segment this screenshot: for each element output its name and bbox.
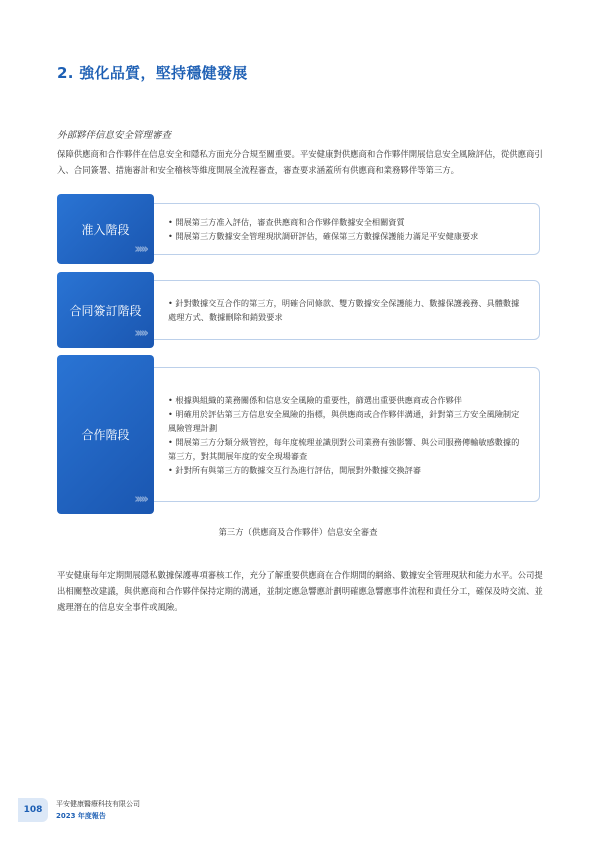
- stage-bullet: • 開展第三方數據安全管理現狀調研評估，確保第三方數據保護能力滿足平安健康要求: [168, 231, 479, 241]
- page-number: 108: [23, 805, 43, 815]
- closing-paragraph: 平安健康每年定期開展隱私數據保護專項審核工作，充分了解重要供應商在合作期間的網絡、數據安全管理現狀和能力水平。公司提出相關整改建議，與供應商和合作夥伴保持定期的溝通，並制定應急響應計劃明確應急響應事件流程和責任分工，確保及時交流、並處理潛在的信息安全事件或風險。: [57, 570, 543, 612]
- stage-bullet: • 開展第三方准入評估，審查供應商和合作夥伴數據安全相關資質: [168, 217, 405, 227]
- stage-contract: [57, 272, 540, 348]
- intro-paragraph: 保障供應商和合作夥伴在信息安全和隱私方面充分合規至關重要。平安健康對供應商和合作夥伴開展信息安全風險評估，從供應商引入、合同簽署、措施審計和安全稽核等維度開展全流程審查，審查要求涵蓋所有供應商和業務夥伴等第三方。: [57, 149, 543, 175]
- section-title: 2. 強化品質，堅持穩健發展: [57, 64, 248, 82]
- stage-contract-label-block: [57, 272, 154, 348]
- stage-cooperation-box: [147, 367, 540, 502]
- stage-label: 合同簽訂階段: [69, 303, 142, 318]
- stage-bullet: • 針對所有與第三方的數據交互行為進行評估，開展對外數據交換評審: [168, 464, 422, 475]
- subheading: 外部夥伴信息安全管理審查: [57, 130, 172, 141]
- stage-bullet: • 根據與組織的業務關係和信息安全風險的重要性，篩選出重要供應商或合作夥伴: [168, 394, 462, 405]
- footer-report: 2023 年度報告: [56, 812, 106, 820]
- chevrons-icon: ›››››: [134, 492, 146, 507]
- stage-cooperation: [57, 355, 540, 514]
- stage-admission-label-block: [57, 194, 154, 264]
- chevrons-icon: ›››››: [134, 242, 146, 257]
- chevrons-icon: ›››››: [134, 326, 146, 341]
- stage-label: 合作階段: [81, 428, 130, 442]
- diagram-caption: 第三方（供應商及合作夥伴）信息安全審查: [218, 527, 378, 537]
- stage-contract-box: [147, 280, 540, 340]
- stage-label: 准入階段: [81, 222, 130, 237]
- stage-cooperation-label-block: [57, 355, 154, 514]
- footer-company: 平安健康醫療科技有限公司: [56, 800, 140, 808]
- page-number-tab: [18, 798, 48, 822]
- stage-admission-box: [147, 203, 540, 255]
- stage-bullet: • 開展第三方分類分級管控，每年度梳理並識別對公司業務有強影響、與公司服務傳輸敏感數據的第三方，對其開展年度的安全現場審查: [168, 436, 520, 461]
- stage-bullet: • 針對數據交互合作的第三方，明確合同條款、雙方數據安全保護能力、數據保護義務、具體數據處理方式、數據刪除和銷毀要求: [168, 298, 520, 322]
- stage-admission: [57, 194, 540, 264]
- stage-bullet: • 明確用於評估第三方信息安全風險的指標，與供應商或合作夥伴溝通，針對第三方安全風險制定風險管理計劃: [168, 408, 520, 433]
